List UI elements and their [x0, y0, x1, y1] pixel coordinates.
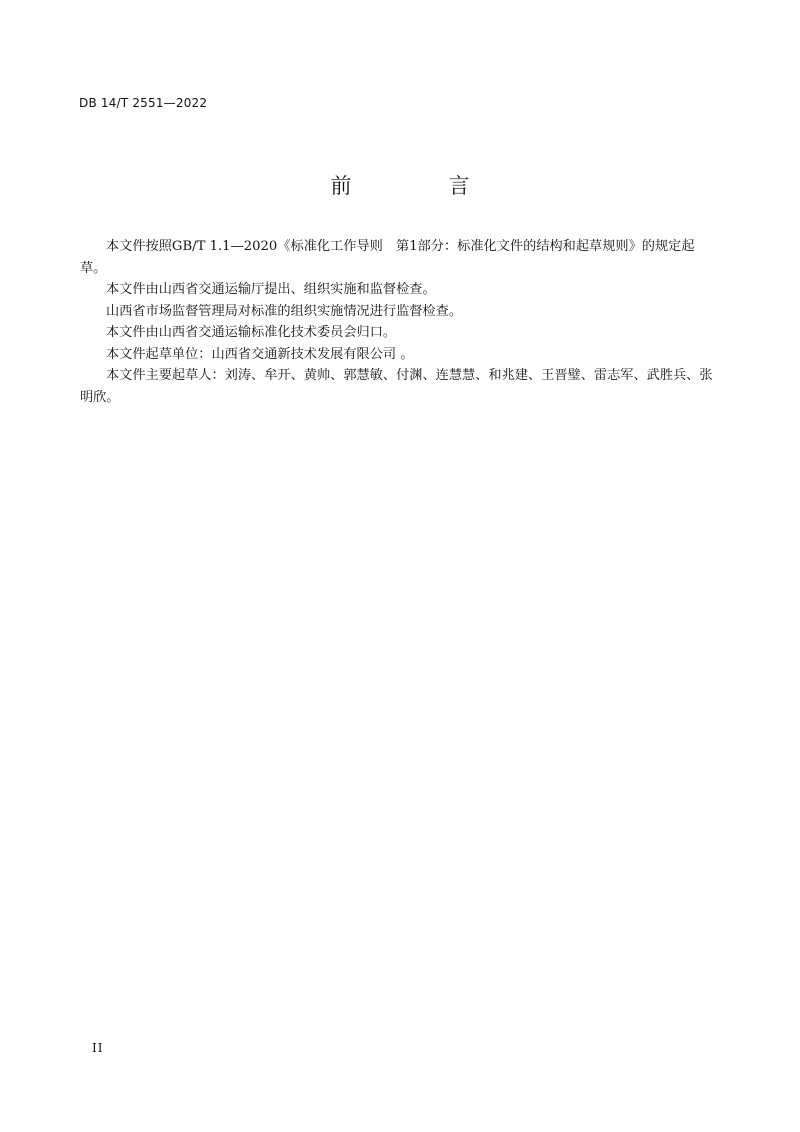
paragraph-centralized-management: 本文件由山西省交通运输标准化技术委员会归口。 [106, 325, 397, 340]
paragraph-drafting-basis: 本文件按照GB/T 1.1—2020《标准化工作导则 第1部分：标准化文件的结构和起草规则》的规定起草。 [80, 239, 695, 276]
document-code: DB 14/T 2551—2022 [79, 96, 208, 110]
paragraph-supervision: 山西省市场监督管理局对标准的组织实施情况进行监督检查。 [106, 303, 463, 319]
paragraph-proposer: 本文件由山西省交通运输厅提出、组织实施和监督检查。 [106, 282, 436, 297]
preface-body [80, 236, 716, 408]
page-title: 前 言 [330, 174, 508, 198]
paragraph-drafters: 本文件主要起草人：刘涛、牟开、黄帅、郭慧敏、付渊、连慧慧、和兆建、王晋璧、雷志军、武胜兵、张明欣。 [80, 368, 713, 405]
page-number: II [92, 1041, 104, 1055]
paragraph-drafting-unit: 本文件起草单位：山西省交通新技术发展有限公司 。 [106, 346, 414, 362]
